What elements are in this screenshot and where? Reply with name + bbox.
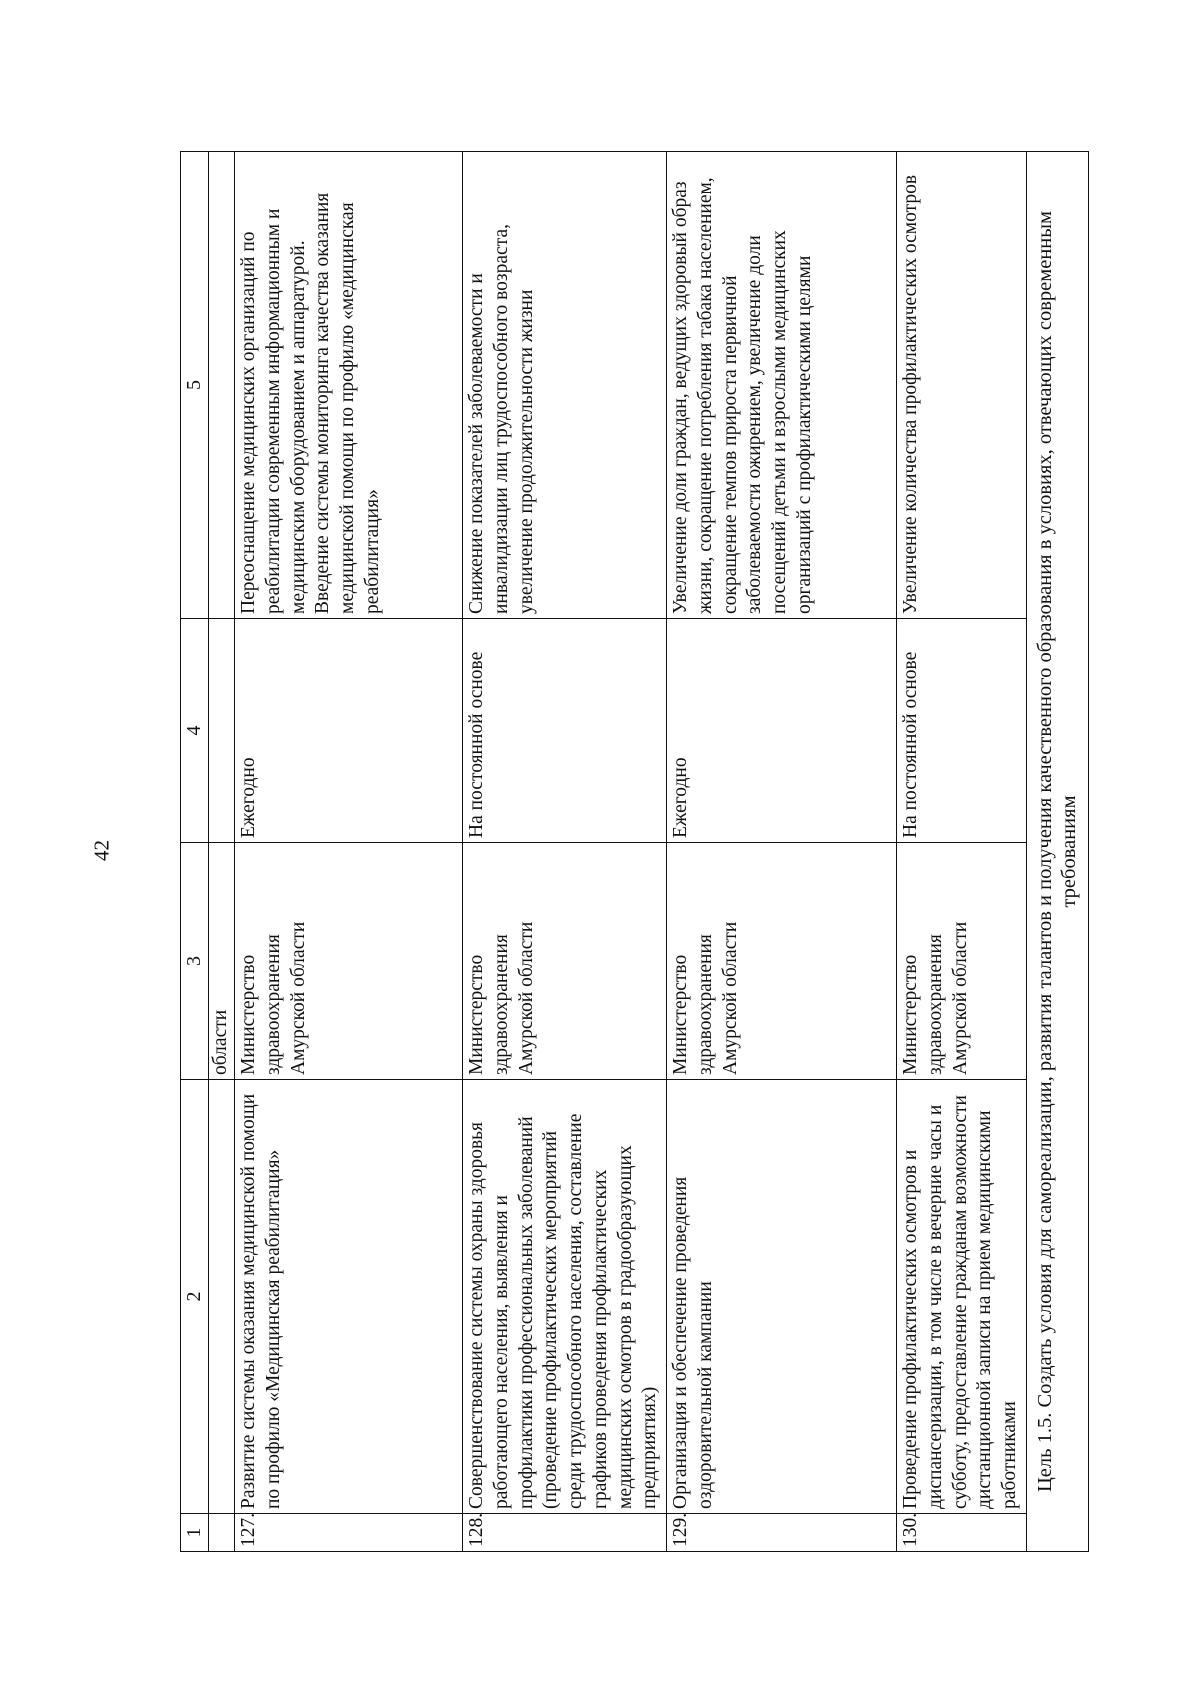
- header-row: [181, 152, 209, 1552]
- executor-cell: Министерство здравоохранения Амурской области: [235, 843, 463, 1080]
- continuation-row: [209, 152, 235, 1552]
- column-header-4: 4: [181, 619, 209, 843]
- page-number: 42: [89, 840, 114, 861]
- column-header-1: 1: [181, 1514, 209, 1552]
- continuation-cell-2: [209, 1080, 235, 1514]
- goal-heading: Цель 1.5. Создать условия для самореализации, развития талантов и получения качественного образования в условиях, отвечающих современным требованиям: [1027, 152, 1088, 1552]
- measures-table: [180, 151, 1089, 1552]
- column-header-3: 3: [181, 843, 209, 1080]
- table-row: [897, 152, 1027, 1552]
- result-cell: Увеличение доли граждан, ведущих здоровый образ жизни, сокращение потребления табака населением, сокращение темпов прироста первичной заболеваемости ожирением, увеличение доли посещений детьми и взрослыми медицинских организаций с профилактическими целями: [667, 152, 897, 619]
- result-cell: Снижение показателей заболеваемости и инвалидизации лиц трудоспособного возраста, увеличение продолжительности жизни: [463, 152, 667, 619]
- term-cell: На постоянной основе: [897, 619, 1027, 843]
- term-cell: Ежегодно: [235, 619, 463, 843]
- row-number: 129.: [667, 1514, 897, 1552]
- row-number: 128.: [463, 1514, 667, 1552]
- continuation-cell-5: [209, 152, 235, 619]
- column-header-5: 5: [181, 152, 209, 619]
- result-cell: Увеличение количества профилактических осмотров: [897, 152, 1027, 619]
- activity-cell: Развитие системы оказания медицинской помощи по профилю «Медицинская реабилитация»: [235, 1080, 463, 1514]
- activity-cell: Совершенствование системы охраны здоровья работающего населения, выявления и профилактики профессиональных заболеваний (проведение профилактических мероприятий среди трудоспособного населения, составление графиков проведения профилактических медицинских осмотров в градообразующих предприятиях): [463, 1080, 667, 1514]
- column-header-2: 2: [181, 1080, 209, 1514]
- table-row: [667, 152, 897, 1552]
- executor-cell: Министерство здравоохранения Амурской области: [897, 843, 1027, 1080]
- term-cell: На постоянной основе: [463, 619, 667, 843]
- row-number: 127.: [235, 1514, 463, 1552]
- executor-cell: Министерство здравоохранения Амурской области: [667, 843, 897, 1080]
- table-row: [235, 152, 463, 1552]
- continuation-executor: области: [209, 843, 235, 1080]
- term-cell: Ежегодно: [667, 619, 897, 843]
- continuation-cell-4: [209, 619, 235, 843]
- activity-cell: Организация и обеспечение проведения оздоровительной кампании: [667, 1080, 897, 1514]
- continuation-cell-1: [209, 1514, 235, 1552]
- rotated-table-sheet: [180, 152, 1120, 1552]
- activity-cell: Проведение профилактических осмотров и диспансеризации, в том числе в вечерние часы и субботу, предоставление гражданам возможности дистанционной записи на прием медицинскими работниками: [897, 1080, 1027, 1514]
- result-cell: Переоснащение медицинских организаций по реабилитации современным информационным и медицинским оборудованием и аппаратурой. Введение системы мониторинга качества оказания медицинской помощи по профилю «медицинская реабилитация»: [235, 152, 463, 619]
- goal-row: [1027, 152, 1088, 1552]
- row-number: 130.: [897, 1514, 1027, 1552]
- executor-cell: Министерство здравоохранения Амурской области: [463, 843, 667, 1080]
- table-row: [463, 152, 667, 1552]
